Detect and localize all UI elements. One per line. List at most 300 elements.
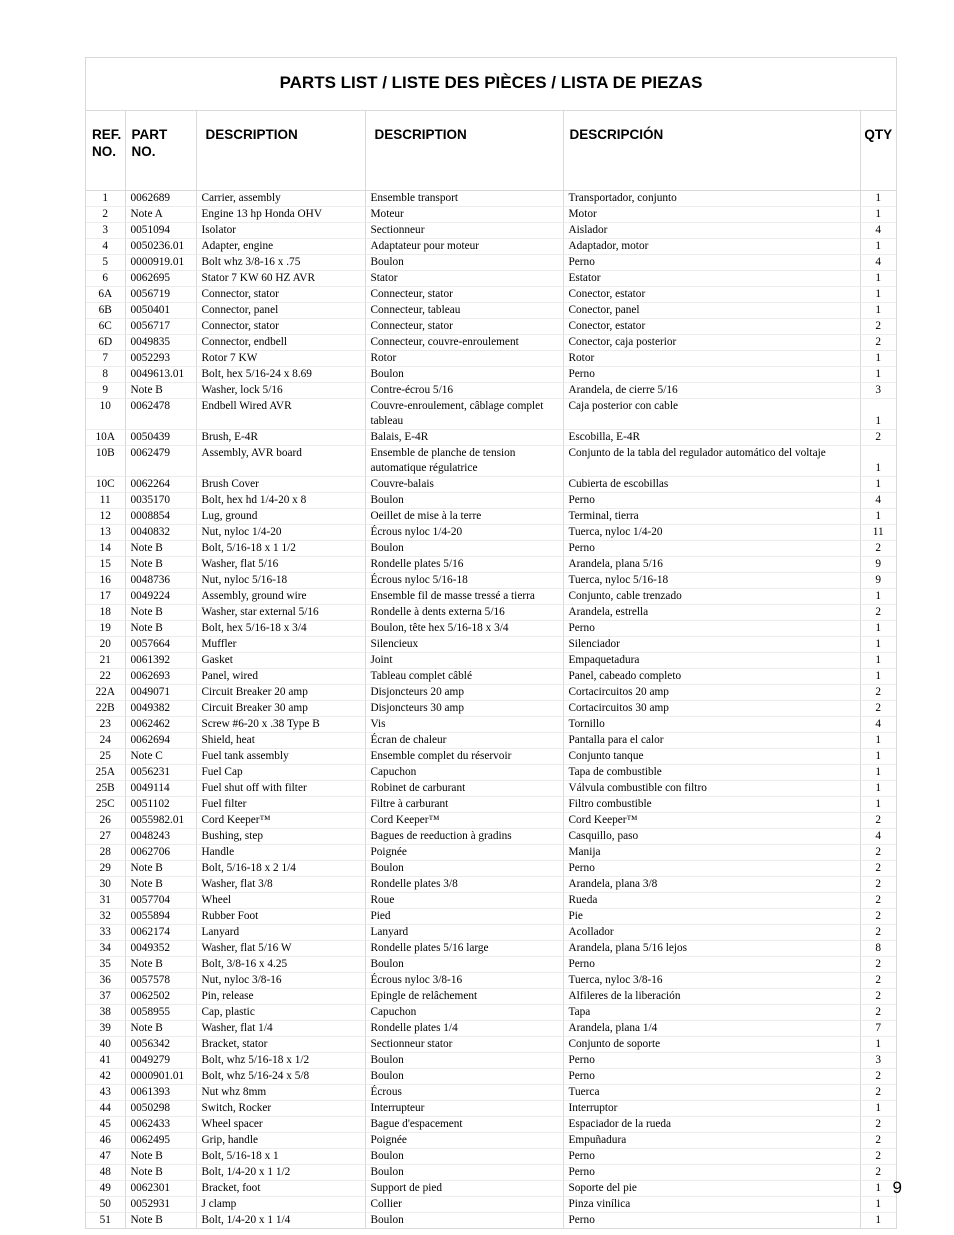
table-row bbox=[86, 893, 896, 909]
header-description-en: DESCRIPTION bbox=[196, 111, 365, 190]
description-en-cell: Connector, endbell bbox=[196, 335, 365, 351]
description-es-cell: Conjunto de soporte bbox=[563, 1037, 860, 1053]
ref-no-cell: 8 bbox=[86, 367, 125, 383]
qty-cell: 1 bbox=[860, 1197, 896, 1213]
description-es-cell: Pantalla para el calor bbox=[563, 733, 860, 749]
description-fr-cell: Moteur bbox=[365, 207, 563, 223]
part-no-cell: 0050236.01 bbox=[125, 239, 196, 255]
ref-no-cell: 47 bbox=[86, 1149, 125, 1165]
qty-cell: 2 bbox=[860, 1133, 896, 1149]
description-fr-cell: Ensemble complet du réservoir bbox=[365, 749, 563, 765]
part-no-cell: Note B bbox=[125, 1021, 196, 1037]
table-row bbox=[86, 749, 896, 765]
description-es-cell: Tuerca, nyloc 5/16-18 bbox=[563, 573, 860, 589]
qty-cell: 2 bbox=[860, 845, 896, 861]
description-fr-cell: Support de pied bbox=[365, 1181, 563, 1197]
description-fr-cell: Cord Keeper™ bbox=[365, 813, 563, 829]
description-fr-cell: Rondelle plates 5/16 bbox=[365, 557, 563, 573]
ref-no-cell: 6A bbox=[86, 287, 125, 303]
description-en-cell: Bolt, 5/16-18 x 1 bbox=[196, 1149, 365, 1165]
qty-cell: 1 bbox=[860, 239, 896, 255]
table-row bbox=[86, 973, 896, 989]
description-es-cell: Perno bbox=[563, 861, 860, 877]
part-no-cell: 0049114 bbox=[125, 781, 196, 797]
ref-no-cell: 14 bbox=[86, 541, 125, 557]
part-no-cell: 0049613.01 bbox=[125, 367, 196, 383]
description-es-cell: Rueda bbox=[563, 893, 860, 909]
ref-no-cell: 44 bbox=[86, 1101, 125, 1117]
description-es-cell: Conjunto de la tabla del regulador automático del voltaje bbox=[563, 446, 860, 477]
table-row bbox=[86, 669, 896, 685]
table-row bbox=[86, 589, 896, 605]
description-es-cell: Tuerca, nyloc 1/4-20 bbox=[563, 525, 860, 541]
description-es-cell: Terminal, tierra bbox=[563, 509, 860, 525]
qty-cell: 1 bbox=[860, 589, 896, 605]
part-no-cell: Note B bbox=[125, 1165, 196, 1181]
table-row bbox=[86, 430, 896, 446]
qty-cell: 2 bbox=[860, 605, 896, 621]
ref-no-cell: 49 bbox=[86, 1181, 125, 1197]
table-row bbox=[86, 223, 896, 239]
description-en-cell: Bracket, foot bbox=[196, 1181, 365, 1197]
qty-cell: 1 bbox=[860, 797, 896, 813]
ref-no-cell: 29 bbox=[86, 861, 125, 877]
part-no-cell: 0057664 bbox=[125, 637, 196, 653]
description-es-cell: Soporte del pie bbox=[563, 1181, 860, 1197]
table-row bbox=[86, 989, 896, 1005]
description-fr-cell: Boulon bbox=[365, 1165, 563, 1181]
part-no-cell: 0062502 bbox=[125, 989, 196, 1005]
ref-no-cell: 42 bbox=[86, 1069, 125, 1085]
table-row bbox=[86, 1165, 896, 1181]
part-no-cell: Note B bbox=[125, 1149, 196, 1165]
description-en-cell: Lanyard bbox=[196, 925, 365, 941]
ref-no-cell: 4 bbox=[86, 239, 125, 255]
page-number: 9 bbox=[892, 1178, 902, 1197]
description-en-cell: Panel, wired bbox=[196, 669, 365, 685]
description-es-cell: Pinza vinílica bbox=[563, 1197, 860, 1213]
description-es-cell: Espaciador de la rueda bbox=[563, 1117, 860, 1133]
description-fr-cell: Sectionneur bbox=[365, 223, 563, 239]
qty-cell: 1 bbox=[860, 287, 896, 303]
table-row bbox=[86, 1069, 896, 1085]
ref-no-cell: 19 bbox=[86, 621, 125, 637]
description-en-cell: Connector, stator bbox=[196, 287, 365, 303]
table-header-row bbox=[86, 111, 896, 190]
description-es-cell: Perno bbox=[563, 367, 860, 383]
description-en-cell: Handle bbox=[196, 845, 365, 861]
header-part-no: PART NO. bbox=[125, 111, 196, 190]
description-es-cell: Arandela, plana 1/4 bbox=[563, 1021, 860, 1037]
ref-no-cell: 35 bbox=[86, 957, 125, 973]
description-es-cell: Rotor bbox=[563, 351, 860, 367]
description-es-cell: Empaquetadura bbox=[563, 653, 860, 669]
ref-no-cell: 10C bbox=[86, 477, 125, 493]
table-row bbox=[86, 399, 896, 430]
description-en-cell: Washer, flat 3/8 bbox=[196, 877, 365, 893]
description-en-cell: Bolt whz 3/8-16 x .75 bbox=[196, 255, 365, 271]
description-es-cell: Conjunto, cable trenzado bbox=[563, 589, 860, 605]
description-en-cell: Fuel filter bbox=[196, 797, 365, 813]
description-en-cell: Cap, plastic bbox=[196, 1005, 365, 1021]
description-fr-cell: Adaptateur pour moteur bbox=[365, 239, 563, 255]
part-no-cell: 0050298 bbox=[125, 1101, 196, 1117]
description-fr-cell: Sectionneur stator bbox=[365, 1037, 563, 1053]
qty-cell: 7 bbox=[860, 1021, 896, 1037]
description-en-cell: Bolt, 3/8-16 x 4.25 bbox=[196, 957, 365, 973]
part-no-cell: 0050401 bbox=[125, 303, 196, 319]
table-row bbox=[86, 351, 896, 367]
part-no-cell: 0062693 bbox=[125, 669, 196, 685]
table-row bbox=[86, 1117, 896, 1133]
part-no-cell: 0057704 bbox=[125, 893, 196, 909]
description-fr-cell: Epingle de relâchement bbox=[365, 989, 563, 1005]
description-fr-cell: Boulon bbox=[365, 493, 563, 509]
description-en-cell: Carrier, assembly bbox=[196, 191, 365, 207]
qty-cell: 2 bbox=[860, 1085, 896, 1101]
part-no-cell: 0049382 bbox=[125, 701, 196, 717]
table-row bbox=[86, 1021, 896, 1037]
description-es-cell: Manija bbox=[563, 845, 860, 861]
part-no-cell: 0051102 bbox=[125, 797, 196, 813]
qty-cell: 2 bbox=[860, 1117, 896, 1133]
qty-cell: 2 bbox=[860, 909, 896, 925]
description-fr-cell: Bague d'espacement bbox=[365, 1117, 563, 1133]
table-row bbox=[86, 383, 896, 399]
table-row bbox=[86, 1149, 896, 1165]
description-en-cell: Bolt, hex 5/16-24 x 8.69 bbox=[196, 367, 365, 383]
table-row bbox=[86, 1085, 896, 1101]
qty-cell: 2 bbox=[860, 1005, 896, 1021]
part-no-cell: 0056231 bbox=[125, 765, 196, 781]
description-en-cell: Washer, flat 5/16 bbox=[196, 557, 365, 573]
ref-no-cell: 45 bbox=[86, 1117, 125, 1133]
qty-cell: 1 bbox=[860, 207, 896, 223]
qty-cell: 1 bbox=[860, 399, 896, 430]
ref-no-cell: 41 bbox=[86, 1053, 125, 1069]
part-no-cell: Note B bbox=[125, 957, 196, 973]
description-en-cell: Bolt, hex 5/16-18 x 3/4 bbox=[196, 621, 365, 637]
description-fr-cell: Ensemble fil de masse tressé a tierra bbox=[365, 589, 563, 605]
description-fr-cell: Roue bbox=[365, 893, 563, 909]
parts-table-body bbox=[86, 190, 896, 1228]
qty-cell: 1 bbox=[860, 303, 896, 319]
ref-no-cell: 25A bbox=[86, 765, 125, 781]
qty-cell: 1 bbox=[860, 477, 896, 493]
description-fr-cell: Écrous nyloc 1/4-20 bbox=[365, 525, 563, 541]
qty-cell: 2 bbox=[860, 1149, 896, 1165]
description-es-cell: Conector, estator bbox=[563, 319, 860, 335]
description-en-cell: Bolt, 1/4-20 x 1 1/4 bbox=[196, 1213, 365, 1229]
qty-cell: 1 bbox=[860, 509, 896, 525]
ref-no-cell: 48 bbox=[86, 1165, 125, 1181]
ref-no-cell: 16 bbox=[86, 573, 125, 589]
description-en-cell: Bushing, step bbox=[196, 829, 365, 845]
header-qty: QTY bbox=[864, 127, 893, 142]
description-en-cell: Nut, nyloc 5/16-18 bbox=[196, 573, 365, 589]
description-fr-cell: Ensemble transport bbox=[365, 191, 563, 207]
description-fr-cell: Lanyard bbox=[365, 925, 563, 941]
qty-cell: 1 bbox=[860, 621, 896, 637]
table-row bbox=[86, 207, 896, 223]
ref-no-cell: 2 bbox=[86, 207, 125, 223]
table-row bbox=[86, 957, 896, 973]
description-fr-cell: Bagues de reeduction à gradins bbox=[365, 829, 563, 845]
qty-cell: 4 bbox=[860, 829, 896, 845]
description-fr-cell: Boulon bbox=[365, 861, 563, 877]
qty-cell: 2 bbox=[860, 877, 896, 893]
description-fr-cell: Écrous nyloc 3/8-16 bbox=[365, 973, 563, 989]
description-es-cell: Perno bbox=[563, 1213, 860, 1229]
table-row bbox=[86, 367, 896, 383]
description-es-cell: Arandela, plana 3/8 bbox=[563, 877, 860, 893]
description-fr-cell: Ensemble de planche de tension automatique régulatrice bbox=[365, 446, 563, 477]
table-row bbox=[86, 637, 896, 653]
part-no-cell: 0062495 bbox=[125, 1133, 196, 1149]
description-es-cell: Casquillo, paso bbox=[563, 829, 860, 845]
ref-no-cell: 27 bbox=[86, 829, 125, 845]
table-row bbox=[86, 685, 896, 701]
table-row bbox=[86, 813, 896, 829]
description-en-cell: Screw #6-20 x .38 Type B bbox=[196, 717, 365, 733]
description-es-cell: Perno bbox=[563, 1165, 860, 1181]
description-en-cell: Pin, release bbox=[196, 989, 365, 1005]
description-fr-cell: Joint bbox=[365, 653, 563, 669]
qty-cell: 1 bbox=[875, 1214, 882, 1226]
ref-no-cell: 25 bbox=[86, 749, 125, 765]
table-row bbox=[86, 701, 896, 717]
ref-no-cell: 36 bbox=[86, 973, 125, 989]
part-no-cell: 0049352 bbox=[125, 941, 196, 957]
description-fr-cell: Boulon bbox=[365, 1213, 563, 1229]
description-es-cell: Empuñadura bbox=[563, 1133, 860, 1149]
description-es-cell: Panel, cabeado completo bbox=[563, 669, 860, 685]
qty-cell: 1 bbox=[860, 637, 896, 653]
description-fr-cell: Rondelle à dents externa 5/16 bbox=[365, 605, 563, 621]
qty-cell: 1 bbox=[860, 733, 896, 749]
part-no-cell: 0050439 bbox=[125, 430, 196, 446]
description-en-cell: Washer, flat 5/16 W bbox=[196, 941, 365, 957]
part-no-cell: 0048736 bbox=[125, 573, 196, 589]
ref-no-cell: 20 bbox=[86, 637, 125, 653]
description-es-cell: Cord Keeper™ bbox=[563, 813, 860, 829]
ref-no-cell: 6D bbox=[86, 335, 125, 351]
part-no-cell: 0062479 bbox=[125, 446, 196, 477]
description-es-cell: Estator bbox=[563, 271, 860, 287]
ref-no-cell: 18 bbox=[86, 605, 125, 621]
part-no-cell: 0062301 bbox=[125, 1181, 196, 1197]
part-no-cell: Note B bbox=[125, 605, 196, 621]
description-en-cell: Bolt, hex hd 1/4-20 x 8 bbox=[196, 493, 365, 509]
table-row bbox=[86, 319, 896, 335]
description-fr-cell: Connecteur, couvre-enroulement bbox=[365, 335, 563, 351]
description-fr-cell: Boulon bbox=[365, 957, 563, 973]
part-no-cell: Note B bbox=[125, 557, 196, 573]
description-en-cell: Rotor 7 KW bbox=[196, 351, 365, 367]
description-es-cell: Cubierta de escobillas bbox=[563, 477, 860, 493]
description-en-cell: Washer, lock 5/16 bbox=[196, 383, 365, 399]
part-no-cell: 0049224 bbox=[125, 589, 196, 605]
description-fr-cell: Couvre-enroulement, câblage complet tableau bbox=[365, 399, 563, 430]
description-en-cell: Wheel spacer bbox=[196, 1117, 365, 1133]
table-row bbox=[86, 829, 896, 845]
ref-no-cell: 5 bbox=[86, 255, 125, 271]
qty-cell: 1 bbox=[860, 271, 896, 287]
description-es-cell: Arandela, de cierre 5/16 bbox=[563, 383, 860, 399]
description-en-cell: Bolt, 5/16-18 x 1 1/2 bbox=[196, 541, 365, 557]
description-es-cell: Adaptador, motor bbox=[563, 239, 860, 255]
description-fr-cell: Disjoncteurs 30 amp bbox=[365, 701, 563, 717]
table-row bbox=[86, 781, 896, 797]
description-fr-cell: Boulon bbox=[365, 1149, 563, 1165]
description-fr-cell: Écran de chaleur bbox=[365, 733, 563, 749]
ref-no-cell: 38 bbox=[86, 1005, 125, 1021]
description-fr-cell: Contre-écrou 5/16 bbox=[365, 383, 563, 399]
description-fr-cell: Rondelle plates 1/4 bbox=[365, 1021, 563, 1037]
description-en-cell: Gasket bbox=[196, 653, 365, 669]
table-row bbox=[86, 335, 896, 351]
description-es-cell: Arandela, plana 5/16 lejos bbox=[563, 941, 860, 957]
table-row bbox=[86, 1181, 896, 1197]
part-no-cell: 0000901.01 bbox=[125, 1069, 196, 1085]
ref-no-cell: 46 bbox=[86, 1133, 125, 1149]
table-row bbox=[86, 1101, 896, 1117]
part-no-cell: Note A bbox=[125, 207, 196, 223]
description-en-cell: Nut whz 8mm bbox=[196, 1085, 365, 1101]
description-es-cell: Tapa bbox=[563, 1005, 860, 1021]
qty-cell: 1 bbox=[860, 653, 896, 669]
ref-no-cell: 6 bbox=[86, 271, 125, 287]
description-fr-cell: Écrous nyloc 5/16-18 bbox=[365, 573, 563, 589]
ref-no-cell: 33 bbox=[86, 925, 125, 941]
description-es-cell: Perno bbox=[563, 621, 860, 637]
description-es-cell: Cortacircuitos 20 amp bbox=[563, 685, 860, 701]
description-en-cell: Circuit Breaker 20 amp bbox=[196, 685, 365, 701]
ref-no-cell: 12 bbox=[86, 509, 125, 525]
description-en-cell: Bracket, stator bbox=[196, 1037, 365, 1053]
part-no-cell: 0062478 bbox=[125, 399, 196, 430]
qty-cell: 2 bbox=[860, 701, 896, 717]
description-en-cell: Cord Keeper™ bbox=[196, 813, 365, 829]
qty-cell: 2 bbox=[860, 925, 896, 941]
table-row bbox=[86, 925, 896, 941]
ref-no-cell: 22A bbox=[86, 685, 125, 701]
part-no-cell: 0008854 bbox=[125, 509, 196, 525]
ref-no-cell: 24 bbox=[86, 733, 125, 749]
qty-cell: 2 bbox=[860, 893, 896, 909]
description-en-cell: Adapter, engine bbox=[196, 239, 365, 255]
qty-cell: 1 bbox=[860, 351, 896, 367]
ref-no-cell: 25B bbox=[86, 781, 125, 797]
table-row bbox=[86, 1037, 896, 1053]
qty-cell: 4 bbox=[860, 223, 896, 239]
table-row bbox=[86, 255, 896, 271]
table-row bbox=[86, 557, 896, 573]
description-fr-cell: Vis bbox=[365, 717, 563, 733]
description-es-cell: Aislador bbox=[563, 223, 860, 239]
parts-list-sheet bbox=[85, 57, 897, 1229]
ref-no-cell: 34 bbox=[86, 941, 125, 957]
part-no-cell: 0062694 bbox=[125, 733, 196, 749]
part-no-cell: 0055982.01 bbox=[125, 813, 196, 829]
description-fr-cell: Silencieux bbox=[365, 637, 563, 653]
description-fr-cell: Couvre-balais bbox=[365, 477, 563, 493]
description-es-cell: Conector, panel bbox=[563, 303, 860, 319]
table-row bbox=[86, 191, 896, 207]
description-fr-cell: Collier bbox=[365, 1197, 563, 1213]
part-no-cell: 0049071 bbox=[125, 685, 196, 701]
qty-cell: 1 bbox=[860, 749, 896, 765]
description-fr-cell: Boulon bbox=[365, 1069, 563, 1085]
table-row bbox=[86, 477, 896, 493]
qty-cell: 2 bbox=[860, 989, 896, 1005]
part-no-cell: Note B bbox=[125, 541, 196, 557]
description-en-cell: Brush Cover bbox=[196, 477, 365, 493]
table-row bbox=[86, 239, 896, 255]
part-no-cell: 0056342 bbox=[125, 1037, 196, 1053]
description-en-cell: Washer, flat 1/4 bbox=[196, 1021, 365, 1037]
ref-no-cell: 31 bbox=[86, 893, 125, 909]
table-row bbox=[86, 271, 896, 287]
qty-cell: 1 bbox=[860, 1037, 896, 1053]
part-no-cell: 0000919.01 bbox=[125, 255, 196, 271]
ref-no-cell: 26 bbox=[86, 813, 125, 829]
description-fr-cell: Connecteur, tableau bbox=[365, 303, 563, 319]
description-es-cell: Conector, caja posterior bbox=[563, 335, 860, 351]
description-en-cell: Isolator bbox=[196, 223, 365, 239]
table-row bbox=[86, 653, 896, 669]
ref-no-cell: 9 bbox=[86, 383, 125, 399]
ref-no-cell: 6B bbox=[86, 303, 125, 319]
table-row bbox=[86, 1053, 896, 1069]
description-fr-cell: Boulon bbox=[365, 367, 563, 383]
description-en-cell: Engine 13 hp Honda OHV bbox=[196, 207, 365, 223]
qty-cell: 11 bbox=[860, 525, 896, 541]
table-row bbox=[86, 1197, 896, 1213]
description-fr-cell: Boulon, tête hex 5/16-18 x 3/4 bbox=[365, 621, 563, 637]
part-no-cell: 0062264 bbox=[125, 477, 196, 493]
description-en-cell: J clamp bbox=[196, 1197, 365, 1213]
table-row bbox=[86, 509, 896, 525]
description-es-cell: Caja posterior con cable bbox=[563, 399, 860, 430]
table-row bbox=[86, 1005, 896, 1021]
part-no-cell: 0062695 bbox=[125, 271, 196, 287]
table-row bbox=[86, 1213, 896, 1229]
description-es-cell: Tornillo bbox=[563, 717, 860, 733]
description-fr-cell: Rondelle plates 3/8 bbox=[365, 877, 563, 893]
ref-no-cell: 25C bbox=[86, 797, 125, 813]
description-fr-cell: Écrous bbox=[365, 1085, 563, 1101]
description-fr-cell: Stator bbox=[365, 271, 563, 287]
description-en-cell: Brush, E-4R bbox=[196, 430, 365, 446]
qty-cell: 1 bbox=[860, 765, 896, 781]
part-no-cell: Note B bbox=[125, 861, 196, 877]
description-es-cell: Conjunto tanque bbox=[563, 749, 860, 765]
header-description-es: DESCRIPCIÓN bbox=[563, 111, 860, 190]
header-ref-no: REF. NO. bbox=[86, 111, 125, 190]
table-row bbox=[86, 1133, 896, 1149]
qty-cell: 1 bbox=[860, 367, 896, 383]
description-en-cell: Washer, star external 5/16 bbox=[196, 605, 365, 621]
description-fr-cell: Rotor bbox=[365, 351, 563, 367]
description-fr-cell: Boulon bbox=[365, 1053, 563, 1069]
ref-no-cell: 32 bbox=[86, 909, 125, 925]
part-no-cell: 0055894 bbox=[125, 909, 196, 925]
description-en-cell: Grip, handle bbox=[196, 1133, 365, 1149]
description-es-cell: Válvula combustible con filtro bbox=[563, 781, 860, 797]
description-es-cell: Silenciador bbox=[563, 637, 860, 653]
table-row bbox=[86, 446, 896, 477]
